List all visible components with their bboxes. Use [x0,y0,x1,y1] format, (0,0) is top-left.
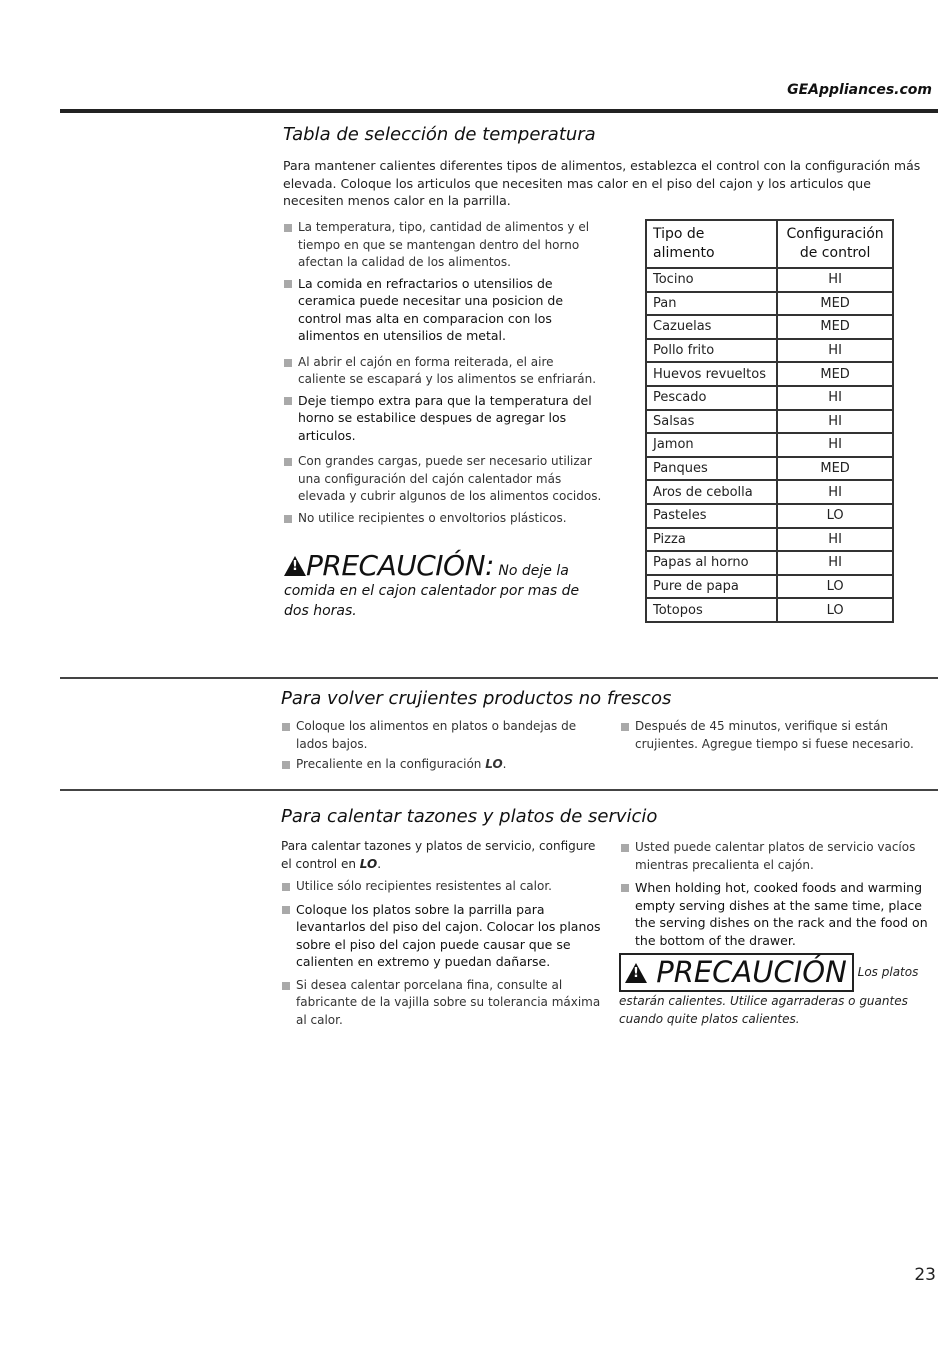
list-item: Con grandes cargas, puede ser necesario utilizar una configuración del cajón calentador más elevada y cubrir algunos de los alimentos cocidos. [283,453,603,506]
list-item: Utilice sólo recipientes resistentes al calor. [281,878,601,896]
cell-food: Aros de cebolla [646,480,777,504]
table-row [646,575,893,599]
section-divider [60,789,938,791]
crisping-list-left [281,718,581,774]
page-number: 23 [914,1265,936,1285]
list-item: Usted puede calentar platos de servicio vacíos mientras precalienta el cajón. [620,839,932,874]
cell-food: Cazuelas [646,315,777,339]
cell-food: Jamon [646,433,777,457]
table-row [646,315,893,339]
cell-food: Pure de papa [646,575,777,599]
column-header-food: Tipo de alimento [646,220,777,268]
list-item-text: Precaliente en la configuración [296,757,482,771]
table-row [646,386,893,410]
table-row [646,457,893,481]
cell-setting: LO [777,575,893,599]
cell-food: Pasteles [646,504,777,528]
cell-setting: LO [777,504,893,528]
list-item: When holding hot, cooked foods and warming empty serving dishes at the same time, place the serving dishes on the rack and the food on the bottom of the drawer. [620,879,932,949]
caution-note-dishes [619,953,937,1028]
cell-food: Salsas [646,410,777,434]
caution-text: No deje la comida en el cajon calentador por mas de dos horas. [284,563,580,619]
cell-setting: HI [777,480,893,504]
cell-setting: HI [777,386,893,410]
section-title-temperature: Tabla de selección de temperatura [283,124,596,145]
caution-label: PRECAUCIÓN: [306,549,494,582]
cell-setting: HI [777,339,893,363]
list-item: Después de 45 minutos, verifique si están crujientes. Agregue tiempo si fuese necesario. [620,718,938,753]
section-title-warming-dishes: Para calentar tazones y platos de servicio [281,806,658,827]
cell-setting: HI [777,528,893,552]
temperature-table [645,219,894,623]
table-row [646,480,893,504]
warming-list-left [281,878,601,1029]
list-item: Precaliente en la configuración LO. [281,756,581,774]
list-item: Al abrir el cajón en forma reiterada, el aire caliente se escapará y los alimentos se enfriarán. [283,354,603,389]
table-row [646,528,893,552]
cell-setting: HI [777,551,893,575]
cell-food: Huevos revueltos [646,362,777,386]
table-row [646,292,893,316]
cell-food: Panques [646,457,777,481]
table-row [646,410,893,434]
column-header-setting: Configuración de control [777,220,893,268]
section-intro: Para mantener calientes diferentes tipos de alimentos, establezca el control con la configuración más elevada. Coloque los articulos que necesiten mas calor en el piso del cajon y los articulos que necesiten menos calor en la parrilla. [283,158,921,208]
crisping-list-right [620,718,938,753]
section-title-crisping: Para volver crujientes productos no frescos [281,688,672,709]
temperature-tips-list [283,219,603,527]
cell-setting: MED [777,362,893,386]
caution-text: Los platos estarán calientes. Utilice agarraderas o guantes cuando quite platos calientes. [619,965,919,1026]
warning-icon [625,963,647,983]
cell-setting: MED [777,457,893,481]
cell-food: Pizza [646,528,777,552]
list-item: Si desea calentar porcelana fina, consulte al fabricante de la vajilla sobre su tolerancia máxima al calor. [281,977,601,1030]
list-item: No utilice recipientes o envoltorios plásticos. [283,510,603,528]
table-row [646,504,893,528]
cell-food: Papas al horno [646,551,777,575]
cell-setting: HI [777,268,893,292]
setting-lo: LO [485,757,503,771]
caution-note-drawer [284,549,604,621]
cell-food: Pollo frito [646,339,777,363]
site-url: GEAppliances.com [787,82,932,98]
warming-intro: Para calentar tazones y platos de servicio, configure el control en LO. [281,839,596,871]
table-row [646,433,893,457]
cell-setting: LO [777,598,893,622]
setting-lo: LO [359,856,378,871]
cell-food: Tocino [646,268,777,292]
header-rule [60,109,938,113]
table-row [646,551,893,575]
cell-setting: HI [777,410,893,434]
caution-badge [619,953,854,992]
list-item: Coloque los platos sobre la parrilla para levantarlos del piso del cajon. Colocar los planos sobre el piso del cajon puede causar que se calienten en extremo y puedan dañarse. [281,901,601,971]
warming-intro-text: Para calentar tazones y platos de servicio, configure el control en [281,839,596,871]
table-row [646,362,893,386]
caution-label: PRECAUCIÓN [656,955,847,989]
warming-list-right [620,839,932,949]
cell-food: Pescado [646,386,777,410]
table-row [646,339,893,363]
cell-setting: MED [777,292,893,316]
table-row [646,598,893,622]
warning-icon [284,556,306,576]
cell-setting: MED [777,315,893,339]
table-row [646,268,893,292]
list-item: La temperatura, tipo, cantidad de alimentos y el tiempo en que se mantengan dentro del horno afectan la calidad de los alimentos. [283,219,603,272]
list-item: Deje tiempo extra para que la temperatura del horno se estabilice despues de agregar los articulos. [283,392,603,445]
table-header-row [646,220,893,268]
list-item: La comida en refractarios o utensilios de ceramica puede necesitar una posicion de control mas alta en comparacion con los alimentos en utensilios de metal. [283,275,603,345]
cell-food: Totopos [646,598,777,622]
section-divider [60,677,938,679]
cell-food: Pan [646,292,777,316]
cell-setting: HI [777,433,893,457]
list-item: Coloque los alimentos en platos o bandejas de lados bajos. [281,718,581,753]
